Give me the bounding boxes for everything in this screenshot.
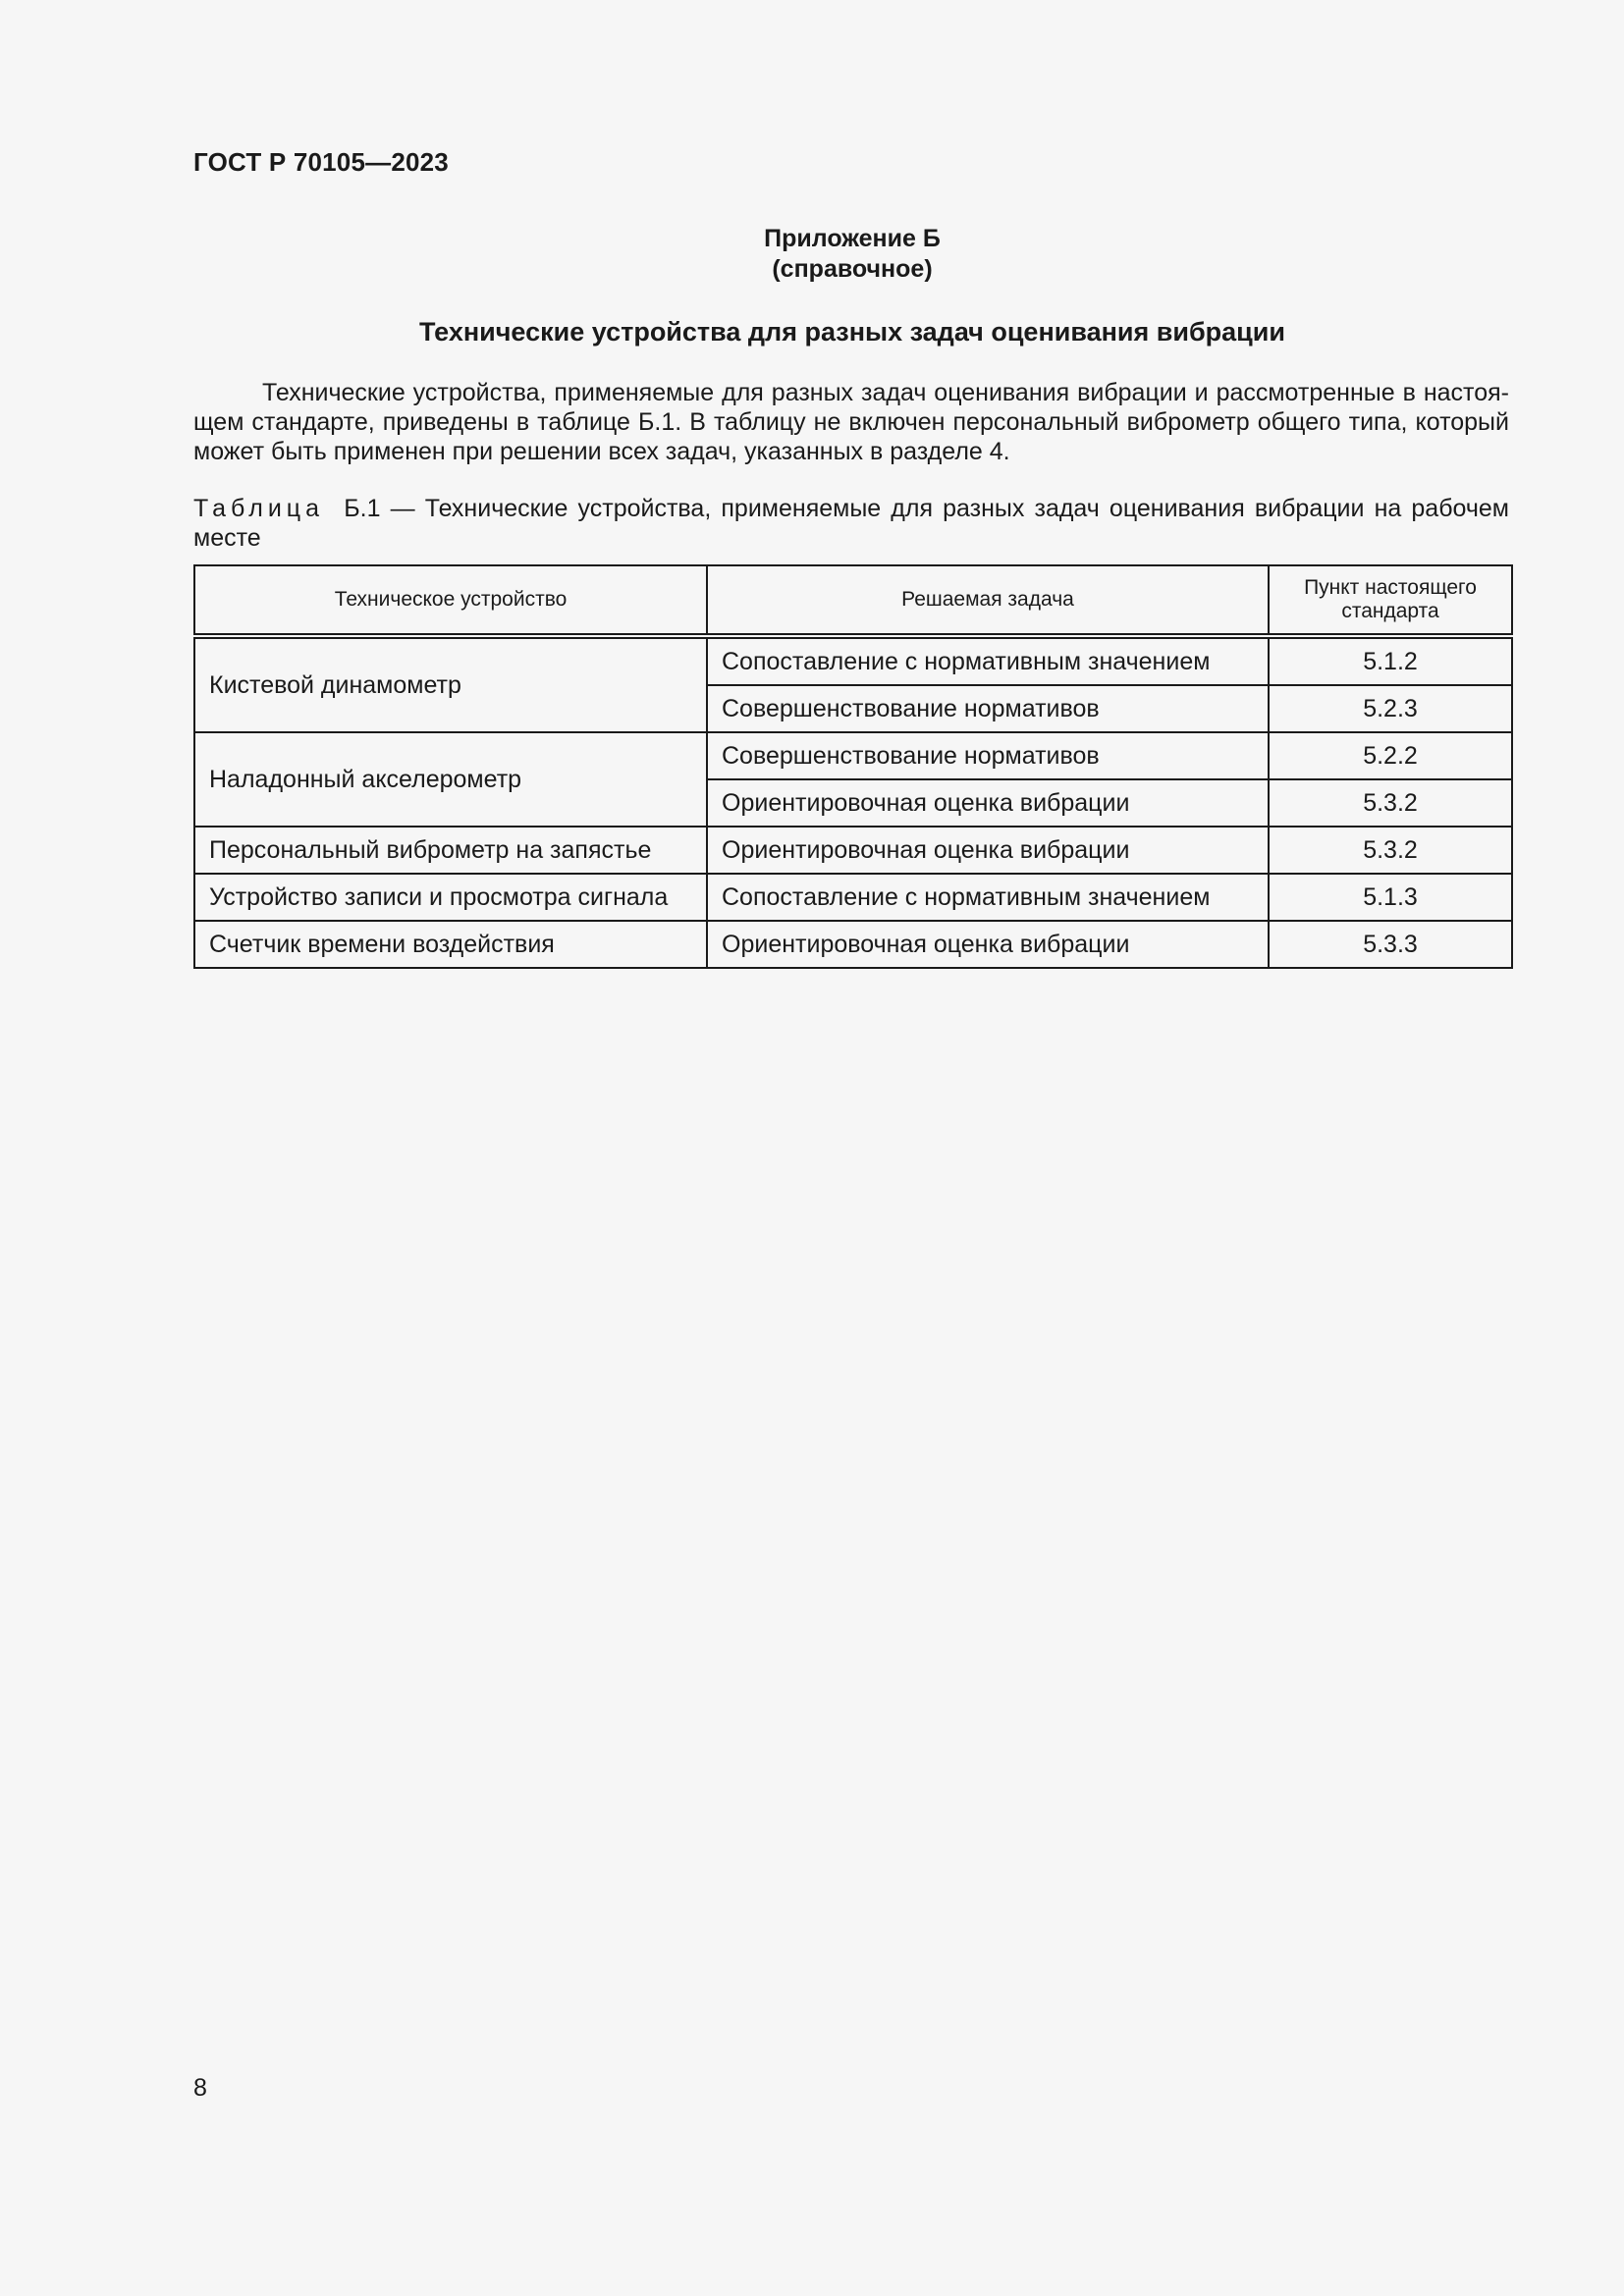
task-cell: Сопоставление с нормативным значением: [707, 636, 1269, 685]
task-cell: Ориентировочная оценка вибрации: [707, 779, 1269, 827]
caption-line: [193, 494, 1509, 523]
header-task: Решаемая задача: [707, 565, 1269, 636]
clause-cell: 5.2.2: [1269, 732, 1512, 779]
table-row: [194, 827, 1512, 874]
intro-line: щем стандарте, приведены в таблице Б.1. В таблицу не включен персональный виброметр общего типа, который: [193, 408, 1509, 436]
caption-line: месте: [193, 524, 261, 552]
header-device: Техническое устройство: [194, 565, 707, 636]
intro-line: может быть применен при решении всех задач, указанных в разделе 4.: [193, 438, 1010, 465]
clause-cell: 5.3.2: [1269, 779, 1512, 827]
clause-cell: 5.3.3: [1269, 921, 1512, 968]
table-row: [194, 874, 1512, 921]
document-header: ГОСТ Р 70105—2023: [193, 147, 449, 177]
table-header-row: [194, 565, 1512, 636]
task-cell: Сопоставление с нормативным значением: [707, 874, 1269, 921]
page-number: 8: [193, 2074, 207, 2102]
task-cell: Ориентировочная оценка вибрации: [707, 921, 1269, 968]
intro-paragraph: [193, 378, 1509, 466]
clause-cell: 5.2.3: [1269, 685, 1512, 732]
clause-cell: 5.1.2: [1269, 636, 1512, 685]
clause-cell: 5.3.2: [1269, 827, 1512, 874]
appendix-label: Приложение Б: [764, 225, 941, 252]
appendix-type: (справочное): [772, 255, 933, 283]
intro-line: Технические устройства, применяемые для разных задач оценивания вибрации и рассмотренные в настоя-: [262, 379, 1509, 406]
device-cell: Счетчик времени воздействия: [194, 921, 707, 968]
device-cell: Устройство записи и просмотра сигнала: [194, 874, 707, 921]
task-cell: Совершенствование нормативов: [707, 685, 1269, 732]
device-cell: Персональный виброметр на запястье: [194, 827, 707, 874]
table-row: [194, 921, 1512, 968]
header-clause: Пункт настоящего стандарта: [1269, 565, 1512, 636]
table-row: [194, 636, 1512, 685]
appendix-heading: [193, 224, 1511, 285]
table-caption: [193, 494, 1509, 553]
caption-label: Таблица: [193, 495, 325, 522]
appendix-title: Технические устройства для разных задач оценивания вибрации: [419, 317, 1285, 347]
devices-table: [193, 564, 1511, 969]
device-cell: Наладонный акселерометр: [194, 732, 707, 827]
caption-text: Б.1 — Технические устройства, применяемые для разных задач оценивания вибрации на рабочем: [344, 495, 1509, 522]
task-cell: Совершенствование нормативов: [707, 732, 1269, 779]
table-row: [194, 732, 1512, 779]
task-cell: Ориентировочная оценка вибрации: [707, 827, 1269, 874]
device-cell: Кистевой динамометр: [194, 636, 707, 732]
clause-cell: 5.1.3: [1269, 874, 1512, 921]
